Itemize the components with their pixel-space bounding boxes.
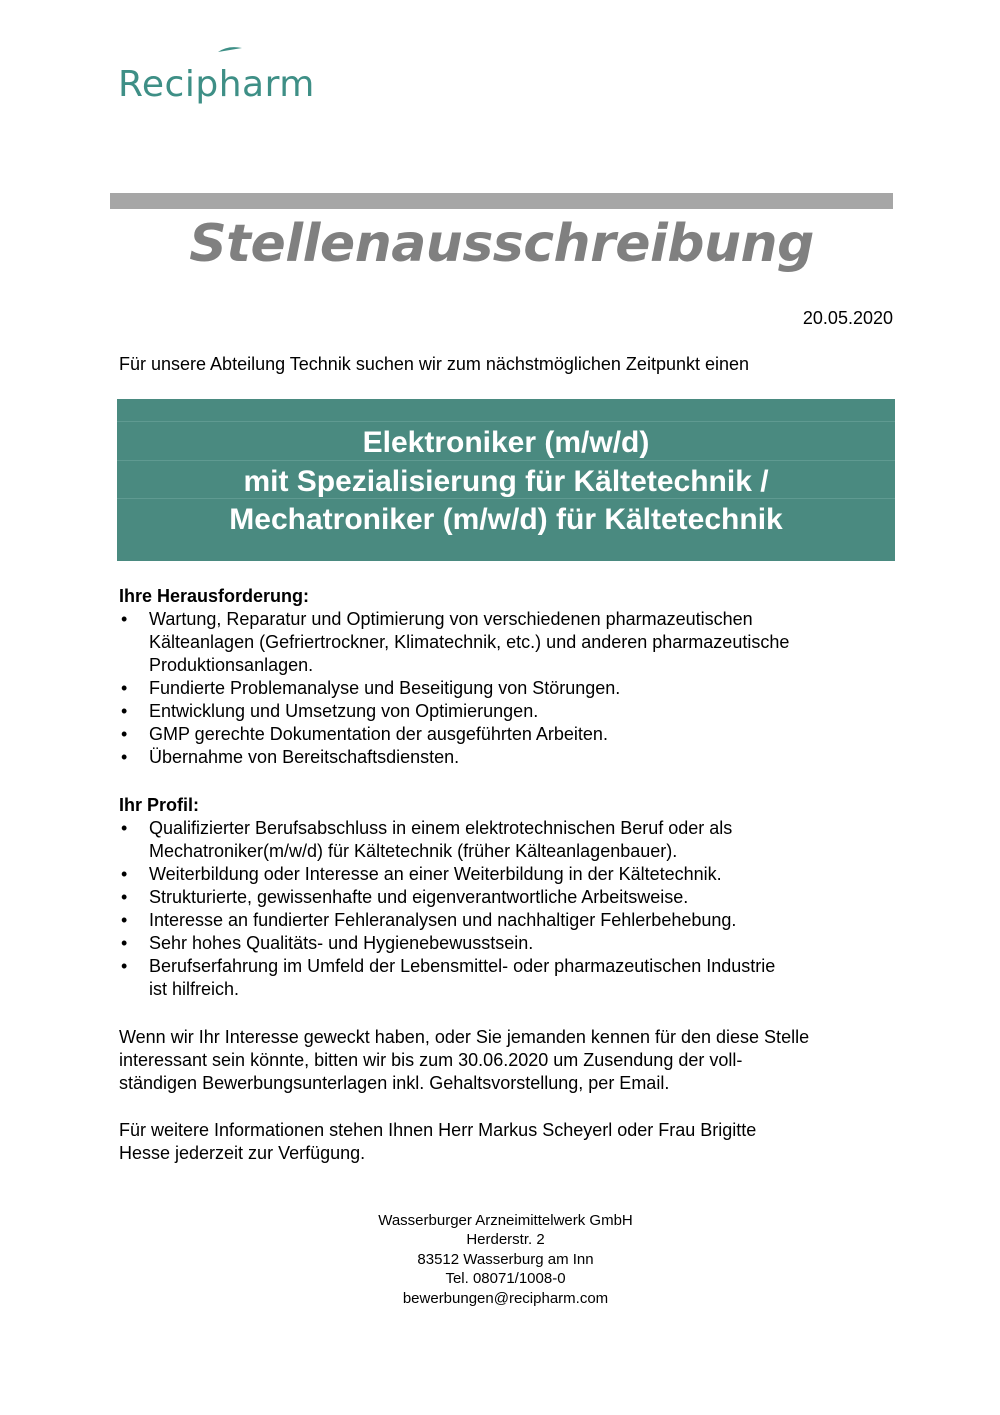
list-item (119, 723, 879, 746)
document-date: 20.05.2020 (802, 308, 893, 328)
job-title-line: Mechatroniker (m/w/d) für Kältetechnik (229, 503, 783, 536)
paragraph-line: ständigen Bewerbungsunterlagen inkl. Gehaltsvorstellung, per Email. (119, 1073, 670, 1093)
bullet-icon: • (121, 887, 128, 907)
list-item-line: Interesse an fundierter Fehleranalysen und nachhaltiger Fehlerbehebung. (149, 910, 737, 930)
job-title-banner (117, 399, 895, 561)
phone-number: Tel. 08071/1008-0 (445, 1270, 566, 1288)
paragraph-line: Hesse jederzeit zur Verfügung. (119, 1143, 366, 1163)
info-paragraph (119, 1119, 899, 1165)
list-item-line: Kälteanlagen (Gefriertrockner, Klimatechnik, etc.) und anderen pharmazeutische (149, 632, 790, 652)
section-heading: Ihre Herausforderung: (119, 586, 310, 606)
list-item (119, 700, 879, 723)
list-item-line: Mechatroniker(m/w/d) für Kältetechnik (früher Kälteanlagenbauer). (149, 841, 678, 861)
challenges-list (119, 608, 879, 769)
bullet-icon: • (121, 933, 128, 953)
job-title-line: Elektroniker (m/w/d) (362, 426, 650, 459)
list-item (119, 886, 879, 909)
list-item-line: Übernahme von Bereitschaftsdiensten. (149, 747, 460, 767)
list-item (119, 955, 879, 1001)
bullet-icon: • (121, 864, 128, 884)
email-address[interactable]: bewerbungen@recipharm.com (402, 1289, 609, 1307)
bullet-icon: • (121, 818, 128, 838)
profile-list (119, 817, 879, 1001)
list-item (119, 909, 879, 932)
list-item (119, 863, 879, 886)
list-item (119, 608, 879, 677)
page-title: Stellenausschreibung (189, 214, 814, 274)
profile-section (119, 794, 879, 1001)
paragraph-line: Für weitere Informationen stehen Ihnen Herr Markus Scheyerl oder Frau Brigitte (119, 1120, 757, 1140)
company-logo (118, 46, 318, 126)
section-heading: Ihr Profil: (119, 795, 199, 815)
company-name: Wasserburger Arzneimittelwerk GmbH (378, 1212, 633, 1229)
list-item-line: Weiterbildung oder Interesse an einer Weiterbildung in der Kältetechnik. (149, 864, 722, 884)
paragraph-line: Wenn wir Ihr Interesse geweckt haben, oder Sie jemanden kennen für den diese Stelle (119, 1027, 810, 1047)
bullet-icon: • (121, 956, 128, 976)
application-paragraph (119, 1026, 899, 1095)
logo-wordmark: Recipharm (118, 64, 315, 105)
bullet-icon: • (121, 910, 128, 930)
list-item-line: Strukturierte, gewissenhafte und eigenverantwortliche Arbeitsweise. (149, 887, 689, 907)
list-item-line: Wartung, Reparatur und Optimierung von verschiedenen pharmazeutischen (149, 609, 753, 629)
challenges-section (119, 585, 879, 769)
city-address: 83512 Wasserburg am Inn (417, 1250, 594, 1268)
title-divider (110, 193, 893, 209)
street-address: Herderstr. 2 (466, 1231, 545, 1249)
company-address (0, 1211, 1000, 1308)
logo-leaf-icon (218, 46, 242, 54)
list-item (119, 746, 879, 769)
bullet-icon: • (121, 701, 128, 721)
list-item-line: Qualifizierter Berufsabschluss in einem elektrotechnischen Beruf oder als (149, 818, 733, 838)
list-item-line: ist hilfreich. (149, 979, 240, 999)
bullet-icon: • (121, 747, 128, 767)
bullet-icon: • (121, 609, 128, 629)
list-item-line: Fundierte Problemanalyse und Beseitigung von Störungen. (149, 678, 621, 698)
list-item-line: Berufserfahrung im Umfeld der Lebensmittel- oder pharmazeutischen Industrie (149, 956, 776, 976)
banner-separator (117, 421, 895, 422)
bullet-icon: • (121, 724, 128, 744)
job-title-line: mit Spezialisierung für Kältetechnik / (243, 465, 769, 498)
list-item-line: Produktionsanlagen. (149, 655, 314, 675)
list-item-line: GMP gerechte Dokumentation der ausgeführten Arbeiten. (149, 724, 608, 744)
list-item (119, 932, 879, 955)
intro-text: Für unsere Abteilung Technik suchen wir zum nächstmöglichen Zeitpunkt einen (119, 354, 750, 374)
list-item-line: Entwicklung und Umsetzung von Optimierungen. (149, 701, 539, 721)
paragraph-line: interessant sein könnte, bitten wir bis zum 30.06.2020 um Zusendung der voll- (119, 1050, 743, 1070)
list-item (119, 677, 879, 700)
bullet-icon: • (121, 678, 128, 698)
list-item (119, 817, 879, 863)
list-item-line: Sehr hohes Qualitäts- und Hygienebewusstsein. (149, 933, 534, 953)
